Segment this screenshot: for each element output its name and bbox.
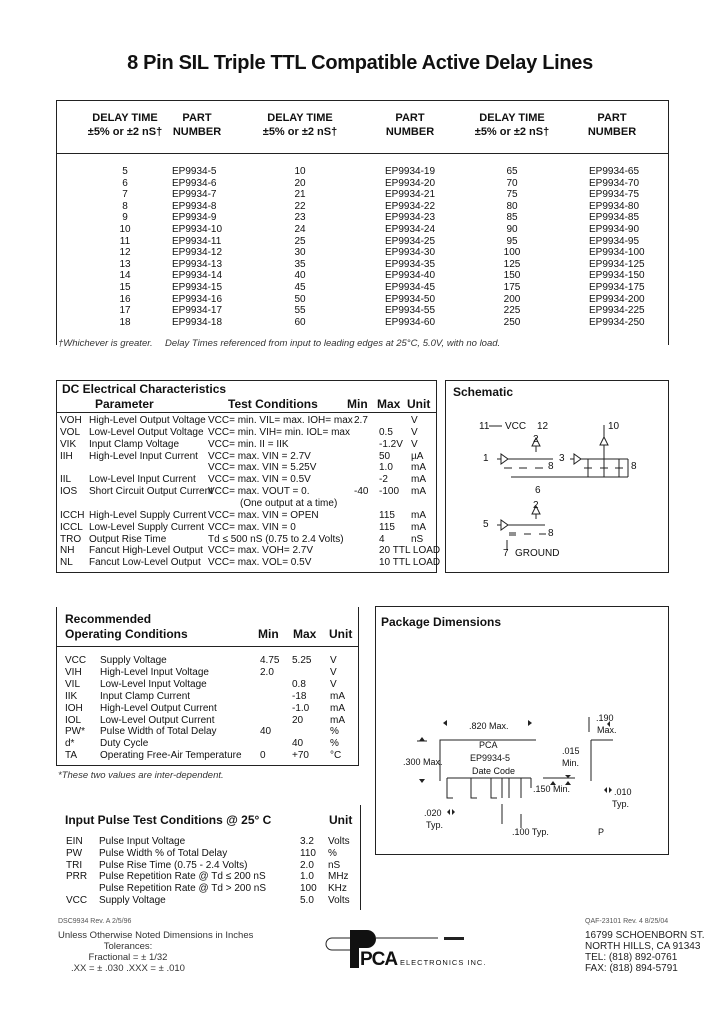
part-number: EP9934-22: [385, 200, 436, 212]
pulse-header-unit: Unit: [329, 813, 353, 827]
table-row: [0, 860, 720, 872]
cell-max: 20 TTL LOAD: [379, 545, 441, 557]
cell-unit: Volts: [328, 836, 350, 847]
fax: FAX: (818) 894-5791: [585, 963, 678, 974]
delay-value: 5: [122, 166, 128, 177]
cell-unit: Volts: [328, 895, 350, 906]
part-number: EP9934-8: [172, 200, 217, 212]
cell-param: High-Level Input Current: [89, 450, 198, 462]
cell-cond: VCC= min. II = IIK: [208, 438, 289, 450]
tolerance-label: Tolerances:: [103, 941, 153, 952]
delay-value: 150: [503, 270, 521, 282]
cell-cond: VCC= max. VIN = 2.7V: [208, 450, 311, 462]
cell-cond: VCC= max. VIN = 0: [208, 521, 296, 533]
cell-unit: mA: [411, 509, 426, 521]
cell-sym: IIK: [65, 690, 78, 702]
cell-sym: IOS: [60, 486, 78, 498]
dim-width-2: Max.: [597, 725, 617, 735]
cell-param: High-Level Input Voltage: [100, 666, 209, 678]
tolerance-note: Unless Otherwise Noted Dimensions in Inches: [58, 930, 254, 941]
rec-header-max: Max: [293, 627, 317, 641]
cell-param: Low-Level Input Current: [89, 474, 196, 486]
delay-value: 85: [506, 212, 518, 224]
cell-sym: ICCH: [60, 509, 85, 521]
dim-thickness-1: .010: [614, 787, 632, 797]
cell-param: High-Level Output Voltage: [89, 415, 206, 426]
cell-unit: mA: [411, 521, 426, 533]
cell-max: 115: [379, 521, 395, 533]
header-part: PART: [182, 112, 212, 124]
cell-unit: KHz: [328, 883, 347, 895]
cell-val: 1.0: [300, 871, 314, 883]
header-delay-time: DELAY TIME: [267, 112, 333, 124]
delay-value: 250: [503, 316, 521, 328]
cell-min: 2.0: [260, 666, 274, 678]
cell-sym: IOH: [65, 702, 83, 714]
pin-1-label: 1: [483, 453, 489, 464]
vcc-label: VCC: [505, 421, 527, 432]
cell-sym: PW: [66, 847, 83, 859]
part-number: EP9934-16: [172, 293, 223, 305]
cell-sym: PW*: [65, 726, 85, 738]
delay-value: 25: [294, 235, 306, 247]
cell-unit: mA: [411, 474, 426, 486]
part-number: EP9934-14: [172, 270, 223, 282]
doc-number-right: QAF-23101 Rev. 4 8/25/04: [585, 918, 669, 925]
delay-value: 17: [119, 305, 131, 317]
cell-param: Output Rise Time: [89, 533, 167, 545]
part-number: EP9934-30: [385, 247, 436, 259]
dim-t-1: .015: [562, 746, 580, 756]
part-number: EP9934-11: [172, 235, 222, 247]
dim-width-1: .190: [596, 713, 614, 723]
delay-value: 15: [119, 282, 131, 293]
header-delay-time: DELAY TIME: [479, 112, 545, 124]
package-title: Package Dimensions: [381, 615, 502, 629]
cell-param: Fancut High-Level Output: [89, 545, 203, 557]
cell-unit: mA: [411, 462, 426, 474]
pin-10-label: 10: [608, 421, 620, 432]
cell-unit: MHz: [328, 871, 349, 883]
cell-sym: VCC: [66, 895, 88, 906]
cell-param: Pulse Rise Time (0.75 - 2.4 Volts): [99, 859, 248, 871]
cell-max: 20: [292, 714, 304, 726]
part-number: EP9934-150: [589, 270, 645, 282]
part-number: EP9934-65: [589, 166, 640, 177]
table-row: [0, 883, 720, 895]
cell-val: 100: [300, 883, 317, 895]
cell-sym: VIK: [60, 438, 77, 450]
part-number: EP9934-45: [385, 282, 436, 293]
rec-header-min: Min: [258, 627, 279, 641]
part-number: EP9934-85: [589, 212, 640, 224]
logo-letters: PCA: [360, 949, 398, 970]
dc-header-max: Max: [377, 397, 401, 411]
dim-pitch: .100 Typ.: [512, 827, 549, 837]
cell-param: Fancut Low-Level Output: [89, 557, 201, 569]
delay-value: 12: [119, 247, 131, 259]
delay-value: 55: [294, 305, 306, 317]
cell-cond: VCC= max. VIN = 5.25V: [208, 462, 317, 474]
pin-2-label: 2: [533, 434, 539, 445]
delay-value: 14: [119, 270, 131, 282]
delay-value: 10: [294, 166, 306, 177]
cell-unit: °C: [330, 750, 342, 762]
dim-pin-width-2: Typ.: [426, 820, 444, 830]
dim-thickness-2: Typ.: [612, 799, 630, 809]
delay-value: 100: [503, 247, 521, 259]
cell-cond: VCC= max. VIN = OPEN: [208, 509, 319, 521]
header-number: NUMBER: [587, 126, 637, 138]
cell-val: 2.0: [300, 859, 314, 871]
dim-lead: .150 Min.: [533, 784, 571, 794]
delay-value: 11: [119, 235, 131, 247]
part-number: EP9934-12: [172, 247, 223, 259]
cell-unit: %: [328, 847, 337, 859]
tolerance-decimal: .XX = ± .030 .XXX = ± .010: [71, 963, 185, 974]
marking-date-code: Date Code: [472, 766, 516, 776]
delay-footnote-reference: Delay Times referenced from input to leading edges at 25°C, 5.0V, with no load.: [165, 338, 501, 349]
delay-value: 200: [503, 293, 521, 305]
cell-sym: ICCL: [60, 521, 83, 533]
cell-unit: V: [411, 426, 418, 438]
part-number: EP9934-175: [589, 282, 645, 293]
delay-value: 24: [294, 224, 306, 235]
cell-val: 110: [300, 847, 316, 859]
header-part: PART: [395, 112, 425, 124]
part-number: EP9934-100: [589, 247, 645, 259]
part-number: EP9934-55: [385, 305, 436, 317]
dim-pin-width-1: .020: [424, 808, 442, 818]
address-line-2: NORTH HILLS, CA 91343: [585, 941, 701, 952]
cell-max: 115: [379, 509, 395, 521]
cell-unit: V: [330, 678, 337, 690]
pin-7-label: 7: [503, 548, 509, 559]
part-number: EP9934-200: [589, 293, 645, 305]
part-number: EP9934-20: [385, 177, 436, 189]
part-number: EP9934-250: [589, 316, 645, 328]
page-title: 8 Pin SIL Triple TTL Compatible Active Delay Lines: [127, 52, 593, 74]
cell-param: Short Circuit Output Current: [89, 486, 213, 498]
part-number: EP9934-80: [589, 200, 640, 212]
delay-value: 60: [294, 316, 306, 328]
part-number: EP9934-225: [589, 305, 645, 317]
delay-value: 175: [503, 282, 521, 293]
cell-cond: VCC= max. VOUT = 0.: [208, 486, 310, 498]
cell-unit: mA: [330, 714, 345, 726]
header-number: NUMBER: [172, 126, 222, 138]
tap-8-label: 8: [548, 461, 554, 472]
delay-value: 80: [506, 200, 518, 212]
cell-sym: VIH: [65, 666, 82, 678]
cell-param: Input Clamp Current: [100, 690, 191, 702]
cell-sym: TRI: [66, 859, 83, 871]
delay-value: 75: [506, 189, 518, 201]
cell-cond: VCC= max. VIN = 0.5V: [208, 474, 311, 486]
part-number: EP9934-18: [172, 316, 223, 328]
cell-max: -100: [379, 486, 400, 498]
table-row: [0, 871, 720, 883]
cell-unit: V: [411, 438, 418, 450]
delay-value: 40: [294, 270, 306, 282]
cell-cond: VCC= max. VOL= 0.5V: [208, 557, 312, 569]
address-line-1: 16799 SCHOENBORN ST.: [585, 930, 705, 941]
part-number: EP9934-5: [172, 166, 217, 177]
cell-sym: NH: [60, 545, 75, 557]
cell-max: 0.8: [292, 678, 306, 690]
cell-param: Pulse Repetition Rate @ Td ≤ 200 nS: [99, 871, 266, 883]
part-number: EP9934-15: [172, 282, 223, 293]
pin-11-label: 11: [479, 421, 490, 432]
part-number: EP9934-40: [385, 270, 436, 282]
ground-label: GROUND: [515, 548, 560, 559]
cell-min: 4.75: [260, 655, 280, 666]
delay-value: 95: [506, 235, 518, 247]
delay-value: 8: [122, 200, 128, 212]
marking-part: EP9934-5: [470, 753, 511, 763]
cell-sym: IIH: [60, 450, 73, 462]
cell-unit: mA: [330, 702, 345, 714]
pin-3-label: 3: [559, 453, 565, 464]
part-number: EP9934-35: [385, 258, 436, 270]
dim-t-2: Min.: [562, 758, 580, 768]
cell-min: -40: [354, 486, 369, 498]
pca-logo: [320, 925, 490, 970]
tap-8-label-b: 8: [631, 461, 637, 472]
delay-value: 50: [294, 293, 306, 305]
delay-value: 125: [503, 258, 521, 270]
dc-header-conditions: Test Conditions: [228, 397, 318, 411]
table-row: [0, 895, 720, 907]
cell-param: High-Level Output Current: [100, 702, 217, 714]
cell-unit: µA: [411, 450, 424, 462]
header-part: PART: [597, 112, 627, 124]
part-number: EP9934-6: [172, 177, 217, 189]
cell-min: 2.7: [354, 415, 368, 426]
dc-header-unit: Unit: [407, 397, 431, 411]
schematic-diagram: [445, 380, 669, 573]
part-number: EP9934-17: [172, 305, 223, 317]
cell-param: Input Clamp Voltage: [89, 438, 180, 450]
cell-cond: (One output at a time): [240, 497, 338, 509]
cell-param: Supply Voltage: [100, 655, 167, 666]
rec-title-2: Operating Conditions: [65, 627, 188, 641]
tap-8-label-c: 8: [548, 528, 554, 539]
cell-sym: TA: [65, 750, 78, 762]
cell-sym: IIL: [60, 474, 72, 486]
cell-param: Pulse Width of Total Delay: [100, 726, 217, 738]
cell-cond: Td ≤ 500 nS (0.75 to 2.4 Volts): [208, 533, 344, 545]
rec-title-1: Recommended: [65, 612, 152, 626]
pin-2b-label: 2: [533, 500, 539, 511]
delay-value: 35: [294, 258, 306, 270]
cell-unit: %: [330, 726, 339, 738]
cell-param: Pulse Input Voltage: [99, 836, 186, 847]
delay-value: 22: [294, 200, 306, 212]
cell-max: -2: [379, 474, 388, 486]
dim-length: .820 Max.: [469, 721, 509, 731]
header-tolerance: ±5% or ±2 nS†: [474, 126, 550, 138]
part-number: EP9934-60: [385, 316, 436, 328]
tolerance-fractional: Fractional = ± 1/32: [88, 952, 168, 963]
cell-cond: VCC= max. VOH= 2.7V: [208, 545, 314, 557]
cell-sym: VOH: [60, 415, 82, 426]
telephone: TEL: (818) 892-0761: [585, 952, 678, 963]
rec-header-unit: Unit: [329, 627, 353, 641]
dim-height: .300 Max.: [403, 757, 443, 767]
cell-max: 50: [379, 450, 391, 462]
delay-value: 13: [119, 258, 131, 270]
cell-sym: IOL: [65, 714, 82, 726]
delay-value: 30: [294, 247, 306, 259]
rec-footnote: *These two values are inter-dependent.: [58, 770, 224, 781]
cell-param: Pulse Repetition Rate @ Td > 200 nS: [99, 883, 267, 895]
delay-value: 10: [119, 224, 131, 235]
cell-max: +70: [292, 750, 309, 762]
cell-unit: V: [330, 655, 337, 666]
part-number: EP9934-23: [385, 212, 436, 224]
schematic-title: Schematic: [453, 385, 514, 399]
cell-min: 40: [260, 726, 272, 738]
cell-param: Low-Level Output Voltage: [89, 426, 204, 438]
cell-min: 0: [260, 750, 266, 762]
part-number: EP9934-13: [172, 258, 223, 270]
cell-cond: VCC= min. VIH= min. IOL= max: [208, 426, 350, 438]
delay-value: 18: [119, 316, 131, 328]
cell-sym: VIL: [65, 678, 81, 690]
pin-5-label: 5: [483, 519, 489, 530]
cell-param: Operating Free-Air Temperature: [100, 750, 242, 762]
cell-param: Low-Level Output Current: [100, 714, 215, 726]
dc-header-min: Min: [347, 397, 368, 411]
cell-max: -18: [292, 690, 307, 702]
header-tolerance: ±5% or ±2 nS†: [87, 126, 163, 138]
cell-cond: VCC= min. VIL= max. IOH= max: [208, 415, 353, 426]
dim-p: P: [598, 827, 605, 837]
cell-max: 4: [379, 533, 385, 545]
delay-value: 70: [506, 177, 518, 189]
pin-6-label: 6: [535, 485, 541, 496]
part-number: EP9934-95: [589, 235, 640, 247]
cell-max: -1.0: [292, 702, 310, 714]
cell-sym: NL: [60, 557, 73, 569]
part-number: EP9934-50: [385, 293, 436, 305]
cell-sym: VOL: [60, 426, 81, 438]
cell-unit: mA: [330, 690, 345, 702]
cell-max: 0.5: [379, 426, 393, 438]
delay-value: 7: [122, 189, 128, 201]
cell-max: 5.25: [292, 655, 312, 666]
cell-max: -1.2V: [379, 438, 403, 450]
part-number: EP9934-75: [589, 189, 640, 201]
cell-param: High-Level Supply Current: [89, 509, 207, 521]
delay-value: 225: [503, 305, 521, 317]
cell-unit: V: [330, 666, 337, 678]
dc-title: DC Electrical Characteristics: [62, 382, 227, 396]
part-number: EP9934-70: [589, 177, 640, 189]
part-number: EP9934-24: [385, 224, 436, 235]
delay-value: 21: [294, 189, 306, 201]
cell-param: Pulse Width % of Total Delay: [99, 847, 228, 859]
doc-number-left: DSC9934 Rev. A 2/5/96: [58, 918, 132, 925]
cell-unit: V: [411, 415, 418, 426]
cell-val: 5.0: [300, 895, 314, 906]
company-name: ELECTRONICS INC.: [400, 958, 487, 967]
cell-sym: PRR: [66, 871, 88, 883]
delay-value: 23: [294, 212, 306, 224]
cell-sym: EIN: [66, 836, 83, 847]
delay-value: 9: [122, 212, 128, 224]
pin-12-label: 12: [537, 421, 549, 432]
cell-unit: mA: [411, 486, 426, 498]
delay-value: 90: [506, 224, 518, 235]
cell-max: 1.0: [379, 462, 393, 474]
pulse-title: Input Pulse Test Conditions @ 25° C: [65, 813, 272, 827]
delay-value: 45: [294, 282, 306, 293]
cell-param: Low-Level Supply Current: [89, 521, 205, 533]
cell-unit: %: [330, 738, 339, 750]
cell-val: 3.2: [300, 836, 314, 847]
delay-value: 16: [119, 293, 131, 305]
part-number: EP9934-10: [172, 224, 223, 235]
part-number: EP9934-19: [385, 166, 436, 177]
header-tolerance: ±5% or ±2 nS†: [262, 126, 338, 138]
cell-max: 10 TTL LOAD: [379, 557, 441, 569]
marking-pca: PCA: [479, 740, 498, 750]
cell-sym: d*: [65, 738, 75, 750]
delay-footnote-whichever: †Whichever is greater.: [58, 338, 153, 349]
delay-value: 20: [294, 177, 306, 189]
delay-value: 65: [506, 166, 518, 177]
package-drawing: [375, 606, 669, 855]
cell-max: 40: [292, 738, 304, 750]
part-number: EP9934-7: [172, 189, 217, 201]
cell-sym: TRO: [60, 533, 82, 545]
part-number: EP9934-125: [589, 258, 645, 270]
cell-unit: nS: [411, 533, 424, 545]
cell-sym: VCC: [65, 655, 87, 666]
header-delay-time: DELAY TIME: [92, 112, 158, 124]
cell-param: Duty Cycle: [100, 738, 149, 750]
header-number: NUMBER: [385, 126, 435, 138]
dc-header-parameter: Parameter: [95, 397, 154, 411]
part-number: EP9934-25: [385, 235, 436, 247]
cell-param: Low-Level Input Voltage: [100, 678, 207, 690]
part-number: EP9934-90: [589, 224, 640, 235]
part-number: EP9934-21: [385, 189, 436, 201]
part-number: EP9934-9: [172, 212, 217, 224]
cell-unit: nS: [328, 859, 341, 871]
cell-param: Supply Voltage: [99, 895, 166, 906]
delay-value: 6: [122, 177, 128, 189]
